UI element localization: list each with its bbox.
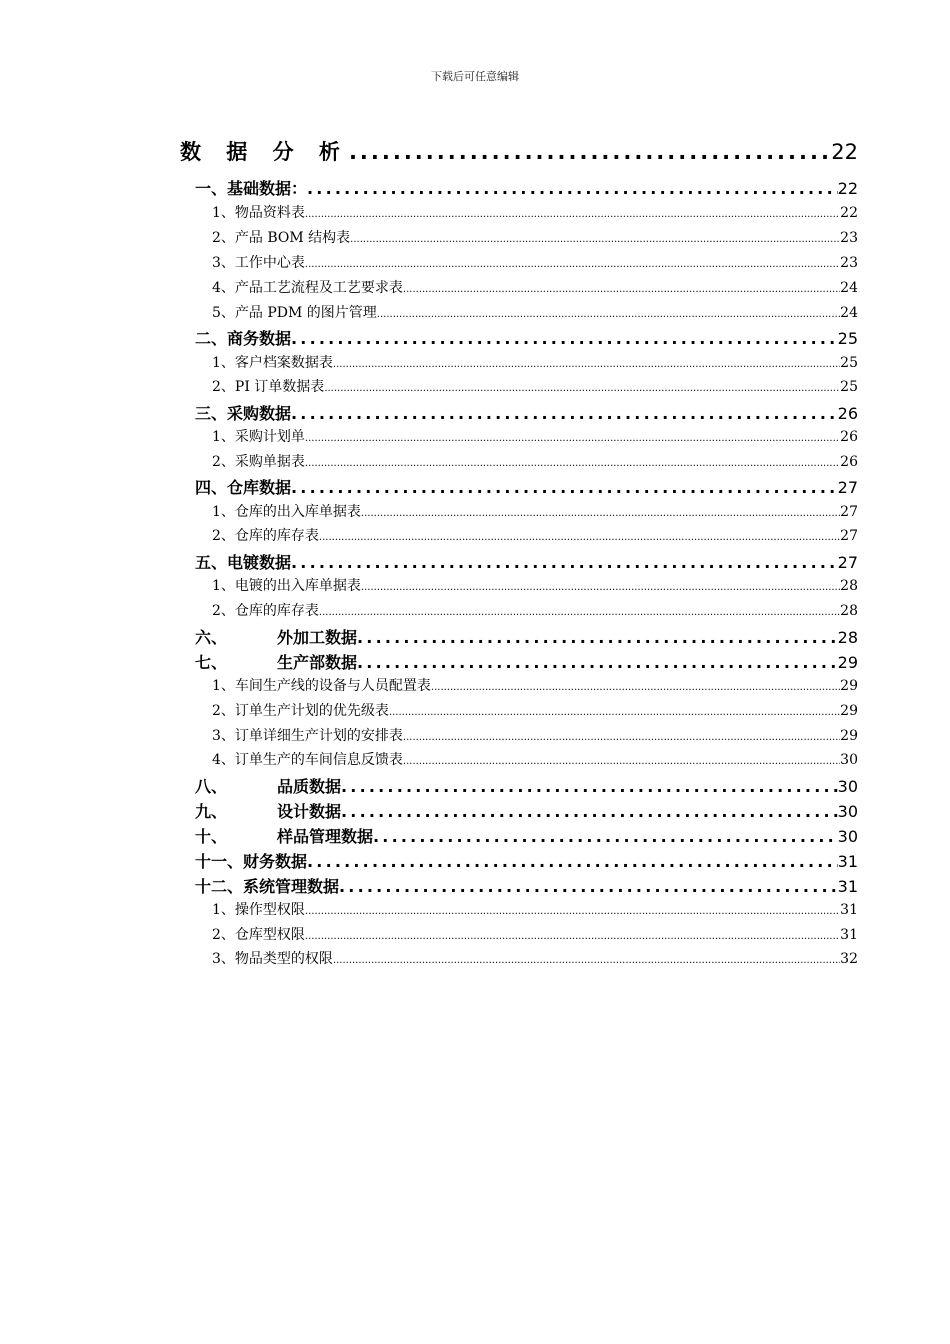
- toc-leader-dots: [403, 732, 840, 743]
- toc-entry-label: 1、物品资料表: [212, 205, 305, 221]
- toc-leader-dots: [291, 553, 838, 572]
- toc-entry-label: 五、电镀数据: [195, 553, 292, 572]
- toc-subsection-row[interactable]: [212, 575, 858, 597]
- toc-section-row[interactable]: [195, 874, 858, 898]
- toc-leader-dots: [339, 877, 838, 896]
- toc-entry-label: 1、采购计划单: [212, 429, 305, 445]
- toc-page-number: 29: [840, 678, 858, 694]
- toc-leader-dots: [319, 532, 840, 543]
- toc-page-number: 24: [840, 280, 858, 296]
- toc-page-number: 26: [840, 454, 858, 470]
- toc-leader-dots: [349, 140, 831, 164]
- toc-subsection-row[interactable]: [212, 924, 858, 946]
- toc-entry-label: 六、: [195, 628, 228, 647]
- toc-leader-dots: [305, 906, 840, 917]
- toc-page-number: 31: [837, 877, 858, 896]
- toc-page-number: 27: [837, 478, 858, 497]
- toc-entry-label: 1、车间生产线的设备与人员配置表: [212, 678, 431, 694]
- toc-page-number: 24: [840, 305, 858, 321]
- toc-page-number: 31: [837, 852, 858, 871]
- toc-leader-dots: [333, 359, 840, 370]
- toc-subsection-row[interactable]: [212, 700, 858, 722]
- toc-page-number: 22: [831, 140, 858, 164]
- toc-leader-dots: [431, 682, 840, 693]
- toc-leader-dots: [291, 329, 838, 348]
- toc-leader-dots: [341, 777, 838, 796]
- toc-page-number: 28: [840, 578, 858, 594]
- toc-page-number: 22: [837, 179, 858, 198]
- toc-entry-label: 3、物品类型的权限: [212, 951, 333, 967]
- toc-page-number: 29: [840, 728, 858, 744]
- toc-page-number: 30: [837, 802, 858, 821]
- toc-entry-label: 2、订单生产计划的优先级表: [212, 703, 389, 719]
- toc-entry-label: 数 据 分 析: [180, 140, 349, 164]
- toc-subsection-row[interactable]: [212, 948, 858, 970]
- toc-leader-dots: [305, 458, 840, 469]
- toc-leader-dots: [403, 756, 840, 767]
- toc-entry-title: 生产部数据: [277, 653, 358, 672]
- toc-entry-label: 十、: [195, 827, 228, 846]
- toc-entry-label: 二、商务数据: [195, 329, 292, 348]
- toc-page-number: 26: [840, 429, 858, 445]
- toc-leader-dots: [307, 179, 838, 198]
- toc-leader-dots: [357, 628, 838, 647]
- toc-entry-label: 2、仓库的库存表: [212, 603, 319, 619]
- toc-entry-label: 1、客户档案数据表: [212, 355, 333, 371]
- toc-subsection-row[interactable]: [212, 376, 858, 398]
- toc-leader-dots: [305, 209, 840, 220]
- toc-leader-dots: [291, 478, 838, 497]
- toc-page-number: 23: [840, 255, 858, 271]
- toc-page-number: 25: [840, 379, 858, 395]
- toc-entry-label: 2、PI 订单数据表: [212, 379, 325, 395]
- toc-page-number: 28: [837, 628, 858, 647]
- toc-subsection-row[interactable]: [212, 426, 858, 448]
- toc-section-row[interactable]: [195, 625, 858, 649]
- toc-subsection-row[interactable]: [212, 899, 858, 921]
- toc-page-number: 31: [840, 902, 858, 918]
- toc-subsection-row[interactable]: [212, 675, 858, 697]
- toc-leader-dots: [350, 234, 840, 245]
- toc-page-number: 26: [837, 404, 858, 423]
- toc-subsection-row[interactable]: [212, 451, 858, 473]
- toc-subsection-row[interactable]: [212, 525, 858, 547]
- toc-leader-dots: [403, 284, 840, 295]
- toc-page-number: 32: [840, 951, 858, 967]
- toc-page-number: 31: [840, 927, 858, 943]
- toc-entry-label: 1、电镀的出入库单据表: [212, 578, 361, 594]
- toc-subsection-row[interactable]: [212, 227, 858, 249]
- toc-entry-label: 十一、财务数据: [195, 852, 308, 871]
- toc-section-row[interactable]: [195, 650, 858, 674]
- toc-subsection-row[interactable]: [212, 600, 858, 622]
- toc-leader-dots: [377, 309, 840, 320]
- toc-subsection-row[interactable]: [212, 501, 858, 523]
- toc-section-row[interactable]: [195, 401, 858, 425]
- toc-entry-label: 2、产品 BOM 结构表: [212, 230, 351, 246]
- toc-entry-label: 3、订单详细生产计划的安排表: [212, 728, 403, 744]
- toc-subsection-row[interactable]: [212, 277, 858, 299]
- toc-entry-label: 2、采购单据表: [212, 454, 305, 470]
- toc-subsection-row[interactable]: [212, 202, 858, 224]
- toc-entry-title: 样品管理数据: [277, 827, 374, 846]
- toc-page-number: 30: [840, 752, 858, 768]
- toc-leader-dots: [333, 955, 840, 966]
- toc-entry-label: 八、: [195, 777, 228, 796]
- toc-page-number: 30: [837, 827, 858, 846]
- toc-section-row[interactable]: [195, 475, 858, 499]
- toc-section-row[interactable]: [195, 176, 858, 200]
- toc-entry-label: 1、操作型权限: [212, 902, 305, 918]
- toc-entry-label: 2、仓库的库存表: [212, 528, 319, 544]
- toc-page-number: 28: [840, 603, 858, 619]
- toc-leader-dots: [357, 653, 838, 672]
- toc-page-number: 25: [840, 355, 858, 371]
- toc-section-row[interactable]: [195, 326, 858, 350]
- toc-leader-dots: [324, 383, 840, 394]
- toc-page-number: 27: [840, 528, 858, 544]
- toc-subsection-row[interactable]: [212, 352, 858, 374]
- toc-entry-title: 设计数据: [277, 802, 342, 821]
- toc-page-number: 29: [837, 653, 858, 672]
- toc-page-number: 30: [837, 777, 858, 796]
- toc-page-number: 25: [837, 329, 858, 348]
- toc-entry-label: 5、产品 PDM 的图片管理: [212, 305, 377, 321]
- toc-subsection-row[interactable]: [212, 749, 858, 771]
- toc-entry-label: 十二、系统管理数据: [195, 877, 340, 896]
- toc-section-row[interactable]: [195, 550, 858, 574]
- toc-entry-label: 四、仓库数据: [195, 478, 292, 497]
- toc-leader-dots: [291, 404, 838, 423]
- toc-leader-dots: [361, 508, 840, 519]
- toc-leader-dots: [305, 259, 840, 270]
- header-note: 下载后可任意编辑: [431, 70, 519, 83]
- toc-entry-label: 七、: [195, 653, 228, 672]
- toc-subsection-row[interactable]: [212, 725, 858, 747]
- toc-page-number: 23: [840, 230, 858, 246]
- toc-title-row[interactable]: [180, 136, 858, 166]
- toc-leader-dots: [389, 707, 840, 718]
- toc-section-row[interactable]: [195, 799, 858, 823]
- toc-section-row[interactable]: [195, 849, 858, 873]
- toc-entry-label: 一、基础数据：: [195, 179, 308, 198]
- toc-entry-label: 1、仓库的出入库单据表: [212, 504, 361, 520]
- toc-entry-label: 4、产品工艺流程及工艺要求表: [212, 280, 403, 296]
- toc-page-number: 22: [840, 205, 858, 221]
- toc-subsection-row[interactable]: [212, 252, 858, 274]
- toc-section-row[interactable]: [195, 824, 858, 848]
- toc-entry-label: 2、仓库型权限: [212, 927, 305, 943]
- toc-entry-label: 3、工作中心表: [212, 255, 305, 271]
- toc-page-number: 29: [840, 703, 858, 719]
- toc-leader-dots: [341, 802, 838, 821]
- toc-leader-dots: [305, 433, 840, 444]
- toc-entry-title: 品质数据: [277, 777, 342, 796]
- toc-leader-dots: [305, 931, 840, 942]
- toc-leader-dots: [307, 852, 838, 871]
- toc-leader-dots: [319, 607, 840, 618]
- toc-leader-dots: [373, 827, 838, 846]
- toc-leader-dots: [361, 582, 840, 593]
- toc-entry-title: 外加工数据: [277, 628, 358, 647]
- toc-entry-label: 三、采购数据: [195, 404, 292, 423]
- toc-page-number: 27: [840, 504, 858, 520]
- toc-page-number: 27: [837, 553, 858, 572]
- toc-entry-label: 4、订单生产的车间信息反馈表: [212, 752, 403, 768]
- toc-section-row[interactable]: [195, 774, 858, 798]
- toc-entry-label: 九、: [195, 802, 228, 821]
- toc-subsection-row[interactable]: [212, 302, 858, 324]
